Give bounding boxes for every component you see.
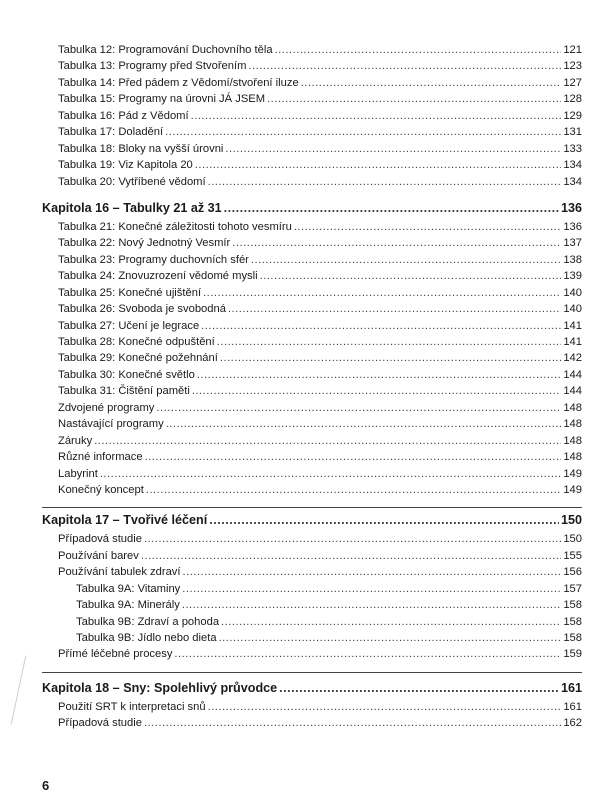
toc-entry-title: Záruky <box>58 434 93 447</box>
toc-entry-page: 142 <box>563 352 582 365</box>
toc-entry-title: Případová studie <box>58 533 142 546</box>
leader-dots <box>156 400 561 416</box>
toc-entry[interactable] <box>42 646 582 662</box>
toc-entry-title: Tabulka 20: Vytříbené vědomí <box>58 175 206 188</box>
toc-entry-page: 123 <box>563 60 582 73</box>
leader-dots <box>220 350 561 366</box>
toc-chapter-17[interactable] <box>42 510 582 531</box>
toc-entry-title: Používání tabulek zdraví <box>58 566 181 579</box>
toc-entry-page: 140 <box>563 303 582 316</box>
leader-dots <box>225 141 561 157</box>
toc-entry[interactable] <box>42 466 582 482</box>
leader-dots <box>232 235 561 251</box>
toc-entry-page: 150 <box>563 533 582 546</box>
leader-dots <box>174 646 561 662</box>
toc-entry-page: 131 <box>563 126 582 139</box>
leader-dots <box>146 482 561 498</box>
toc-entry-page: 149 <box>563 467 582 480</box>
toc-entry-title: Tabulka 30: Konečné světlo <box>58 368 195 381</box>
leader-dots <box>208 699 562 715</box>
toc-entry-title: Tabulka 15: Programy na úrovni JÁ JSEM <box>58 93 266 106</box>
leader-dots <box>209 510 559 531</box>
toc-entry-page: 155 <box>563 549 582 562</box>
toc-entry[interactable] <box>42 334 582 350</box>
toc-chapter-16[interactable] <box>42 198 582 219</box>
toc-entry-title: Tabulka 17: Doladění <box>58 126 164 139</box>
toc-entry-title: Tabulka 19: Viz Kapitola 20 <box>58 159 193 172</box>
toc-entry-page: 133 <box>563 142 582 155</box>
toc-group-tables-21-31 <box>42 219 582 498</box>
toc-entry[interactable] <box>42 219 582 235</box>
toc-entry[interactable] <box>42 42 582 58</box>
toc-entry-title: Tabulka 25: Konečné ujištění <box>58 286 202 299</box>
leader-dots <box>182 597 561 613</box>
toc-entry-page: 144 <box>563 385 582 398</box>
toc-entry-page: 139 <box>563 270 582 283</box>
toc-entry-page: 128 <box>563 93 582 106</box>
toc-chapter-18[interactable] <box>42 678 582 699</box>
toc-entry-title: Tabulka 9A: Vitaminy <box>76 582 181 595</box>
leader-dots <box>166 416 562 432</box>
toc-entry-title: Tabulka 31: Čištění paměti <box>58 385 190 398</box>
chapter-page: 150 <box>560 513 582 528</box>
toc-entry[interactable] <box>42 482 582 498</box>
toc-entry-title: Tabulka 14: Před pádem z Vědomí/stvoření iluze <box>58 76 299 89</box>
leader-dots <box>191 108 562 124</box>
leader-dots <box>248 58 561 74</box>
toc-entry-title: Přímé léčebné procesy <box>58 648 173 661</box>
leader-dots <box>219 630 562 646</box>
toc-entry[interactable] <box>42 301 582 317</box>
chapter-title: Kapitola 17 – Tvořivé léčení <box>42 513 208 528</box>
toc-entry[interactable] <box>42 383 582 399</box>
toc-entry-page: 148 <box>563 451 582 464</box>
leader-dots <box>197 367 562 383</box>
toc-entry-page: 134 <box>563 159 582 172</box>
page-number: 6 <box>42 778 50 793</box>
toc-entry-title: Používání barev <box>58 549 139 562</box>
leader-dots <box>279 678 559 699</box>
toc-entry-title: Tabulka 24: Znovuzrození vědomé mysli <box>58 270 258 283</box>
toc-entry-page: 158 <box>563 615 582 628</box>
toc-entry-page: 138 <box>563 253 582 266</box>
toc-entry-page: 121 <box>563 44 582 56</box>
leader-dots <box>195 157 562 173</box>
leader-dots <box>182 581 561 597</box>
chapter-title: Kapitola 16 – Tabulky 21 až 31 <box>42 200 222 215</box>
toc-entry-title: Použití SRT k interpretaci snů <box>58 700 206 713</box>
toc-entry-page: 134 <box>563 175 582 188</box>
leader-dots <box>275 42 562 58</box>
leader-dots <box>165 124 561 140</box>
toc-entry-page: 144 <box>563 368 582 381</box>
toc-entry-title: Tabulka 28: Konečné odpuštění <box>58 336 215 348</box>
toc-entry-page: 148 <box>563 418 582 431</box>
toc-entry-title: Tabulka 13: Programy před Stvořením <box>58 60 247 73</box>
toc-entry-title: Labyrint <box>58 467 98 480</box>
toc-entry-page: 158 <box>563 632 582 644</box>
leader-dots <box>144 715 561 731</box>
toc-entry-page: 157 <box>563 582 582 595</box>
divider <box>42 672 582 673</box>
toc-entry[interactable] <box>42 367 582 383</box>
chapter-title: Kapitola 18 – Sny: Spolehlivý průvodce <box>42 680 278 695</box>
toc-entry-title: Tabulka 9A: Minerály <box>76 599 180 612</box>
toc-entry-page: 141 <box>563 319 582 332</box>
toc-entry-title: Tabulka 22: Nový Jednotný Vesmír <box>58 237 231 250</box>
toc-entry[interactable] <box>42 157 582 173</box>
leader-dots <box>221 614 561 630</box>
toc-entry-title: Tabulka 16: Pád z Vědomí <box>58 109 189 122</box>
toc-entry[interactable] <box>42 715 582 731</box>
toc-entry[interactable] <box>42 699 582 715</box>
toc-entry-title: Tabulka 21: Konečné záležitosti tohoto vesmíru <box>58 220 292 233</box>
leader-dots <box>208 174 562 190</box>
toc-group-tables-12-20 <box>42 42 582 190</box>
toc-entry[interactable] <box>42 268 582 284</box>
leader-dots <box>100 466 562 482</box>
chapter-page: 136 <box>560 200 582 215</box>
toc-entry-title: Tabulka 26: Svoboda je svobodná <box>58 303 226 316</box>
toc-entry-page: 136 <box>563 220 582 233</box>
toc-entry[interactable] <box>42 433 582 449</box>
toc-entry[interactable] <box>42 531 582 547</box>
leader-dots <box>94 433 561 449</box>
leader-dots <box>144 531 561 547</box>
leader-dots <box>203 285 561 301</box>
toc-entry-title: Tabulka 9B: Zdraví a pohoda <box>76 615 220 628</box>
leader-dots <box>217 334 562 350</box>
toc-entry-title: Konečný koncept <box>58 483 144 496</box>
toc-entry-title: Tabulka 29: Konečné požehnání <box>58 352 218 365</box>
toc-entry-page: 156 <box>563 566 582 579</box>
toc-entry-page: 137 <box>563 237 582 250</box>
toc-entry-page: 161 <box>563 700 582 713</box>
toc-entry[interactable] <box>42 174 582 190</box>
toc-entry[interactable] <box>42 141 582 157</box>
toc-entry-title: Tabulka 9B: Jídlo nebo dieta <box>76 632 217 644</box>
table-of-contents <box>42 42 582 732</box>
leader-dots <box>183 564 562 580</box>
leader-dots <box>141 548 561 564</box>
toc-entry-page: 162 <box>563 717 582 730</box>
toc-entry[interactable] <box>42 449 582 465</box>
leader-dots <box>267 91 561 107</box>
toc-entry-page: 129 <box>563 109 582 122</box>
toc-entry[interactable] <box>42 235 582 251</box>
toc-group-chapter-17 <box>42 531 582 663</box>
toc-entry-title: Tabulka 27: Učení je legrace <box>58 319 200 332</box>
toc-entry[interactable] <box>42 400 582 416</box>
leader-dots <box>224 198 559 219</box>
pencil-mark <box>11 656 27 725</box>
toc-entry-page: 141 <box>563 336 582 348</box>
toc-entry[interactable] <box>42 91 582 107</box>
divider <box>42 507 582 508</box>
leader-dots <box>301 75 562 91</box>
leader-dots <box>260 268 562 284</box>
chapter-page: 161 <box>560 680 582 695</box>
toc-entry-page: 127 <box>563 76 582 89</box>
toc-subentry[interactable] <box>42 581 582 597</box>
toc-entry-page: 159 <box>563 648 582 661</box>
toc-entry-page: 140 <box>563 286 582 299</box>
toc-entry-page: 149 <box>563 483 582 496</box>
toc-entry-title: Nastávající programy <box>58 418 164 431</box>
toc-entry[interactable] <box>42 252 582 268</box>
toc-entry[interactable] <box>42 75 582 91</box>
toc-entry-title: Tabulka 23: Programy duchovních sfér <box>58 253 249 266</box>
leader-dots <box>251 252 561 268</box>
leader-dots <box>228 301 561 317</box>
toc-entry-title: Různé informace <box>58 451 143 464</box>
toc-subentry[interactable] <box>42 614 582 630</box>
toc-entry[interactable] <box>42 318 582 334</box>
leader-dots <box>201 318 561 334</box>
toc-entry[interactable] <box>42 564 582 580</box>
toc-entry-title: Tabulka 12: Programování Duchovního těla <box>58 44 273 56</box>
toc-entry[interactable] <box>42 350 582 366</box>
toc-group-chapter-18 <box>42 699 582 732</box>
toc-entry[interactable] <box>42 108 582 124</box>
toc-subentry[interactable] <box>42 597 582 613</box>
toc-entry-title: Tabulka 18: Bloky na vyšší úrovni <box>58 142 224 155</box>
toc-entry[interactable] <box>42 416 582 432</box>
toc-entry[interactable] <box>42 124 582 140</box>
toc-entry[interactable] <box>42 58 582 74</box>
leader-dots <box>192 383 561 399</box>
toc-entry-title: Případová studie <box>58 717 142 730</box>
toc-entry-page: 158 <box>563 599 582 612</box>
leader-dots <box>145 449 562 465</box>
toc-entry-page: 148 <box>563 434 582 447</box>
toc-entry-title: Zdvojené programy <box>58 401 155 414</box>
toc-entry[interactable] <box>42 285 582 301</box>
toc-entry-page: 148 <box>563 401 582 414</box>
toc-subentry[interactable] <box>42 630 582 646</box>
toc-entry[interactable] <box>42 548 582 564</box>
leader-dots <box>294 219 562 235</box>
